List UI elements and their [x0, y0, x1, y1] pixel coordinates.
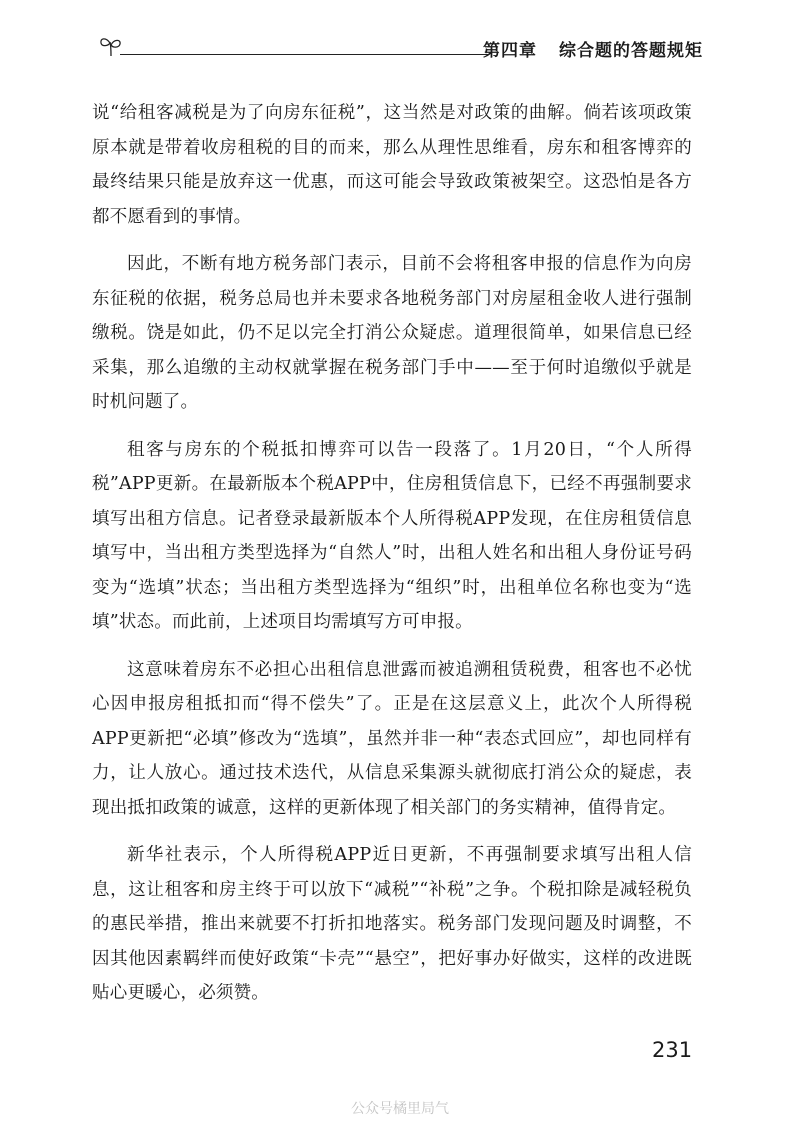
chapter-heading: [483, 36, 703, 61]
chapter-number: 第四章: [483, 41, 537, 61]
chapter-title: 综合题的答题规矩: [559, 41, 703, 61]
paragraph-5: 新华社表示，个人所得税APP近日更新，不再强制要求填写出租人信息，这让租客和房主终于可以放下“减税”“补税”之争。个税扣除是减轻税负的惠民举措，推出来就要不打折扣地落实。税务部门发现问题及时调整，不因其他因素羁绊而使好政策“卡壳”“悬空”，把好事办好做实，这样的改进既贴心更暖心，必须赞。: [92, 845, 692, 1003]
paragraph-4: 这意味着房东不必担心出租信息泄露而被追溯租赁税费，租客也不必忧心因申报房租抵扣而“得不偿失”了。正是在这层意义上，此次个人所得税APP更新把“必填”修改为“选填”，虽然并非一种“表态式回应”，却也同样有力，让人放心。通过技术迭代，从信息采集源头就彻底打消公众的疑虑，表现出抵扣政策的诚意，这样的更新体现了相关部门的务实精神，值得肯定。: [92, 659, 692, 818]
running-header: [98, 32, 703, 62]
body-text: [92, 96, 692, 1011]
paragraph-1: 说“给租客减税是为了向房东征税”，这当然是对政策的曲解。倘若该项政策原本就是带着收房租税的目的而来，那么从理性思维看，房东和租客博弈的最终结果只能是放弃这一优惠，而这可能会导致政策被架空。这恐怕是各方都不愿看到的事情。: [92, 103, 692, 227]
paragraph-2: 因此，不断有地方税务部门表示，目前不会将租客申报的信息作为向房东征税的依据，税务总局也并未要求各地税务部门对房屋租金收人进行强制缴税。饶是如此，仍不足以完全打消公众疑虑。道理很简单，如果信息已经采集，那么追缴的主动权就掌握在税务部门手中——至于何时追缴似乎就是时机问题了。: [92, 254, 692, 412]
watermark: 公众号橘里局气: [351, 1101, 449, 1117]
header-rule: [120, 54, 488, 55]
paragraph-3: 租客与房东的个税抵扣博弈可以告一段落了。1月20日，“个人所得税”APP更新。在最新版本个税APP中，住房租赁信息下，已经不再强制要求填写出租方信息。记者登录最新版本个人所得税APP发现，在住房租赁信息填写中，当出租方类型选择为“自然人”时，出租人姓名和出租人身份证号码变为“选填”状态；当出租方类型选择为“组织”时，出租单位名称也变为“选填”状态。而此前，上述项目均需填写方可申报。: [92, 439, 692, 632]
page-number: 231: [652, 1038, 693, 1062]
